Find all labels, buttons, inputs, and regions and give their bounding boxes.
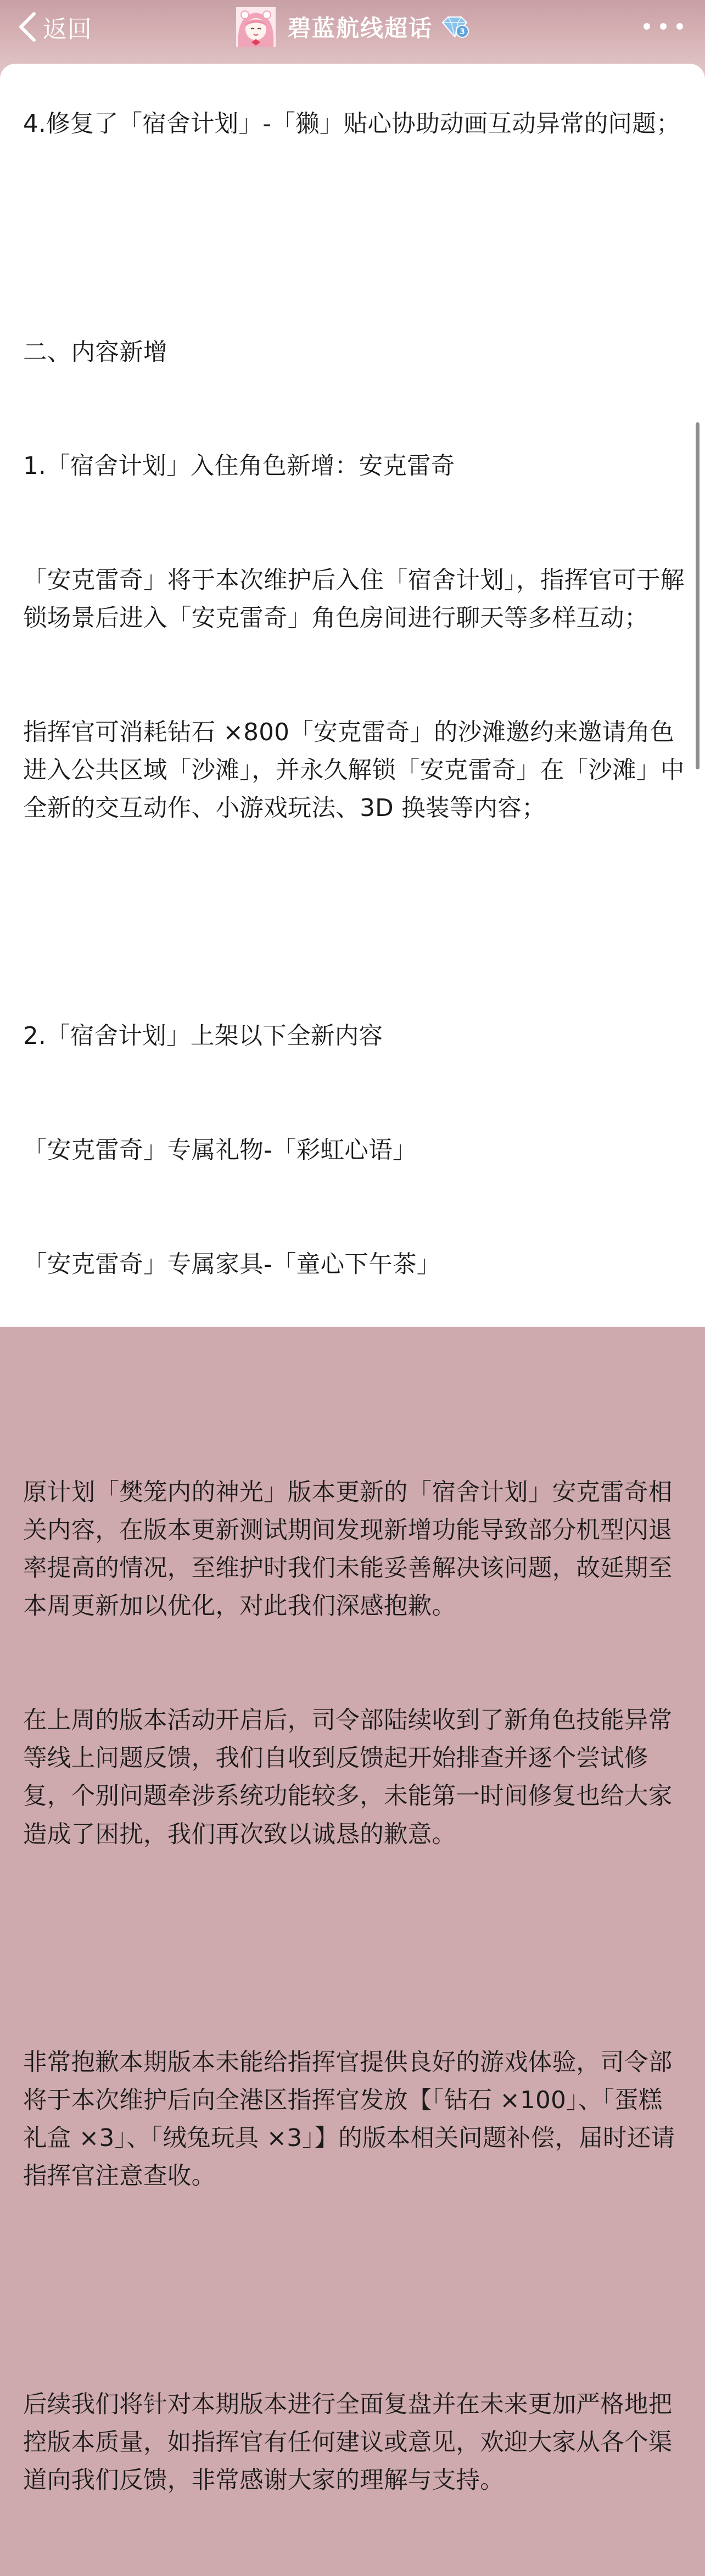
post-line: 1.「宿舍计划」入住角色新增：安克雷奇	[23, 452, 455, 480]
post-paragraph: 后续我们将针对本期版本进行全面复盘并在未来更加严格地把控版本质量，如指挥官有任何建议或意见，欢迎大家从各个渠道向我们反馈，非常感谢大家的理解与支持。	[23, 2390, 673, 2494]
post-paragraph: 在上周的版本活动开启后，司令部陆续收到了新角色技能异常等线上问题反馈，我们自收到反馈起开始排查并逐个尝试修复，个别问题牵涉系统功能较多，未能第一时间修复也给大家造成了困扰，我们再次致以诚恳的歉意。	[23, 1706, 673, 1848]
post-line-blank	[23, 2272, 685, 2310]
post-line-blank	[23, 904, 685, 942]
level-number: 3	[460, 27, 465, 36]
post-paragraph: 指挥官可消耗钻石 ×800「安克雷奇」的沙滩邀约来邀请角色进入公共区域「沙滩」，并永久解锁「安克雷奇」在「沙滩」中全新的交互动作、小游戏玩法、3D 换装等内容；	[23, 718, 685, 823]
post-paragraph: 「安克雷奇」将于本次维护后入住「宿舍计划」，指挥官可于解锁场景后进入「安克雷奇」角色房间进行聊天等多样互动；	[23, 566, 685, 633]
post-line-blank	[23, 1360, 685, 1398]
post-line: 2.「宿舍计划」上架以下全新内容	[23, 1022, 383, 1050]
post-line: 「安克雷奇」专属礼物-「彩虹心语」	[23, 1136, 417, 1164]
post-line: 4.修复了「宿舍计划」-「獭」贴心协助动画互动异常的问题；	[23, 110, 680, 138]
post-content-card[interactable]	[0, 64, 705, 2494]
back-label: 返回	[43, 15, 92, 43]
post-body	[23, 30, 685, 2576]
scrollbar-thumb[interactable]	[696, 422, 700, 769]
page-title: 碧蓝航线超话	[288, 15, 433, 42]
more-dots-icon	[660, 23, 667, 30]
post-line-blank	[23, 1930, 685, 1968]
post-line-blank	[23, 220, 685, 258]
more-dots-icon	[676, 23, 683, 30]
post-paragraph: 非常抱歉本期版本未能给指挥官提供良好的游戏体验，司令部将于本次维护后向全港区指挥官发放【「钻石 ×100」、「蛋糕礼盒 ×3」、「绒兔玩具 ×3」】的版本相关问题补偿，届时还请指挥官注意查收。	[23, 2048, 675, 2191]
post-line: 「安克雷奇」专属家具-「童心下午茶」	[23, 1250, 441, 1278]
post-paragraph: 原计划「樊笼内的神光」版本更新的「宿舍计划」安克雷奇相关内容，在版本更新测试期间发现新增功能导致部分机型闪退率提高的情况，至维护时我们未能妥善解决该问题，故延期至本周更新加以优化，对此我们深感抱歉。	[23, 1478, 673, 1621]
more-dots-icon	[644, 23, 650, 30]
section-heading: 二、内容新增	[23, 338, 167, 366]
